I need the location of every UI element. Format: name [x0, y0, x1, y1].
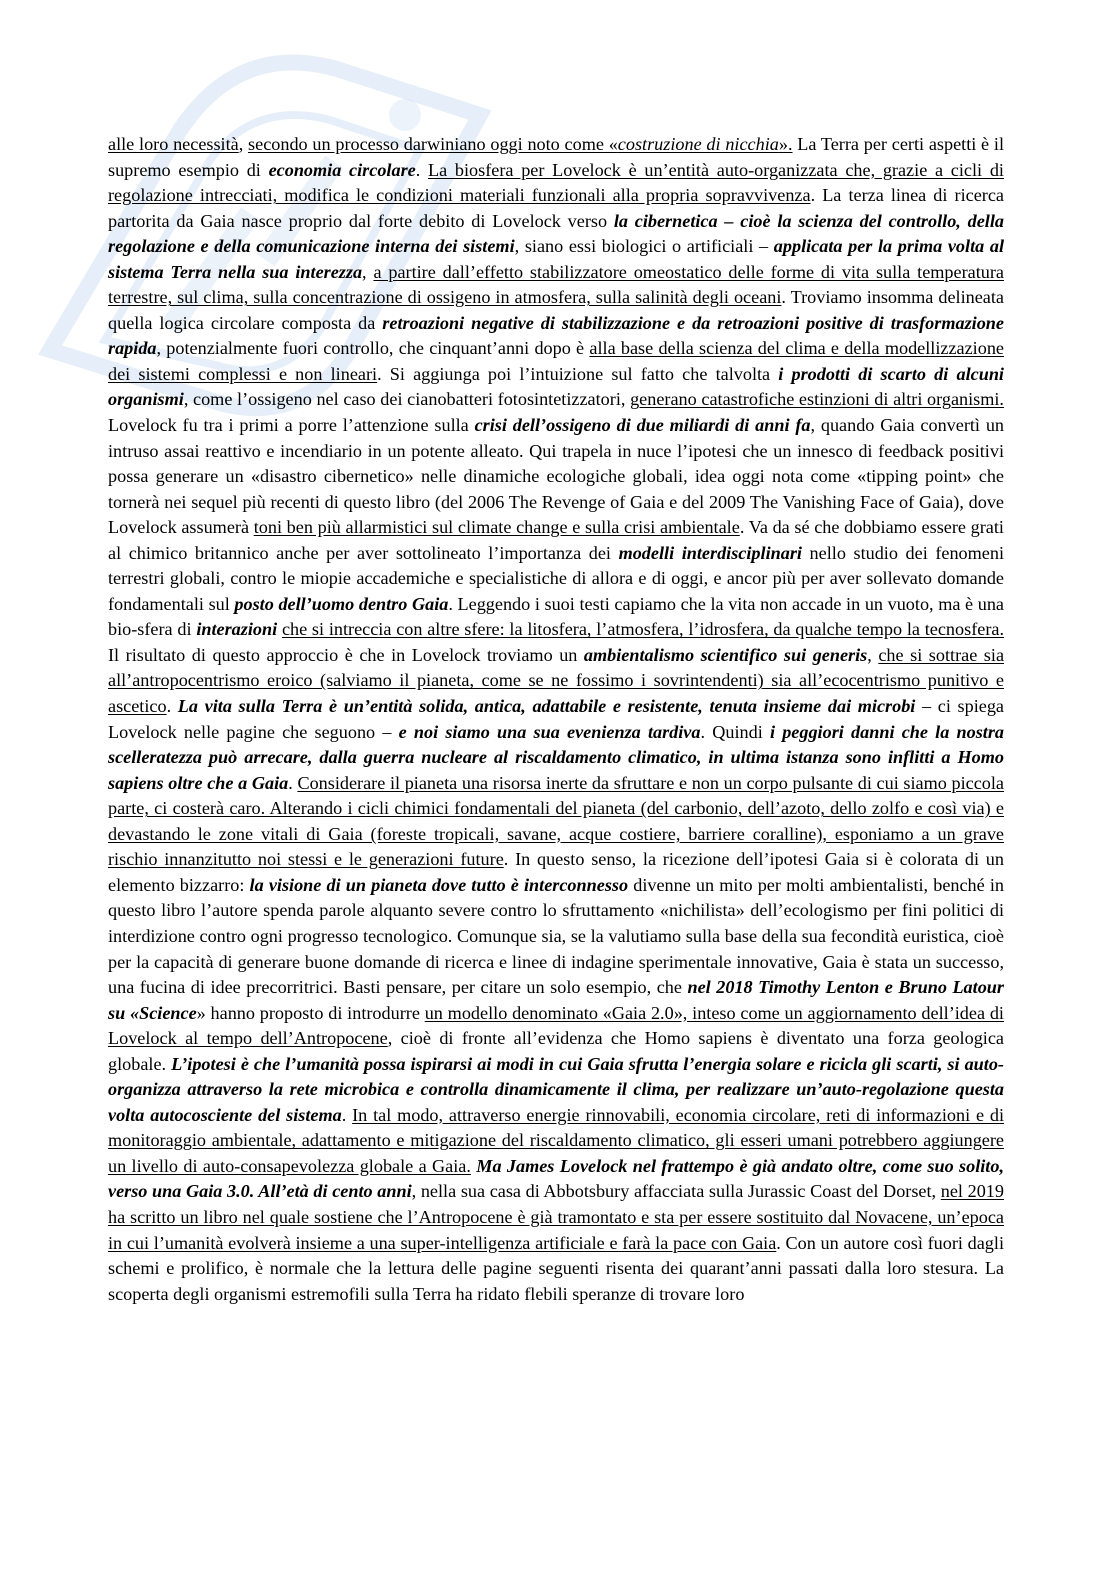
- text-segment: , cioè di fronte all’evidenza che Homo sapiens è diventato una forza geologica globale.: [108, 1028, 1004, 1074]
- text-segment: , potenzialmente fuori controllo, che cinquant’anni dopo è: [156, 338, 590, 359]
- text-segment: Considerare il pianeta una risorsa inerte da sfruttare e non un corpo pulsante di cui siamo piccola parte, ci costerà caro. Alterando i cicli chimici fondamentali del pianeta (del carbonio, dell’azoto, dello zolfo e così via) e devastando le zone vitali di Gaia (foreste tropicali, savane, acque costiere, barriere coralline), esponiamo a un grave rischio innanzitutto noi stessi e le generazioni future: [108, 772, 1004, 870]
- text-segment: Lovelock fu tra i primi a porre l’attenzione sulla: [108, 415, 475, 436]
- text-segment: Il risultato di questo approccio è che in Lovelock troviamo un: [108, 644, 584, 665]
- text-segment: La Terra per certi aspetti è il supremo esempio di: [108, 134, 1005, 180]
- text-segment: .: [341, 1104, 353, 1125]
- text-segment: L’ipotesi è che l’umanità possa ispirarsi ai modi in cui Gaia sfrutta l’energia solare e ricicla gli scarti, si auto-organizza attraverso la rete microbica e controlla dinamicamente il clima, per realizzare un’auto-regolazione questa volta autocosciente del sistema: [108, 1053, 1004, 1125]
- text-segment: .: [288, 772, 298, 793]
- text-segment: secondo un processo darwiniano oggi noto come «: [248, 134, 618, 154]
- text-segment: economia circolare: [268, 159, 416, 180]
- text-segment: ,: [238, 134, 249, 154]
- text-segment: nel 2019 ha scritto un libro nel quale sostiene che l’Antropocene è già tramontato e sta per essere sostituito dal Novacene, un’epoca in cui l’umanità evolverà insieme a una super-intelligenza artificiale e farà la pace con Gaia: [108, 1181, 1004, 1253]
- text-segment: generano catastrofiche estinzioni di altri organismi.: [630, 389, 1004, 410]
- text-segment: La biosfera per Lovelock è un’entità auto-organizzata che, grazie a cicli di regolazione intrecciati, modifica le condizioni materiali funzionali alla propria sopravvivenza: [108, 159, 1004, 206]
- text-segment: e noi siamo una sua evenienza tardiva: [398, 721, 701, 742]
- text-segment: ,: [867, 644, 879, 665]
- text-segment: , nella sua casa di Abbotsbury affacciata sulla Jurassic Coast del Dorset,: [411, 1181, 941, 1202]
- text-segment: modelli interdisciplinari: [618, 542, 802, 563]
- text-segment: posto dell’uomo dentro Gaia: [234, 593, 449, 614]
- text-segment: a partire dall’effetto stabilizzatore omeostatico delle forme di vita sulla temperatura terrestre, sul clima, sulla concentrazione di ossigeno in atmosfera, sulla salinità degli oceani: [108, 261, 1004, 308]
- document-body: [108, 132, 1004, 1307]
- text-segment: crisi dell’ossigeno di due miliardi di anni fa: [474, 415, 811, 436]
- text-segment: divenne un mito per molti ambientalisti, benché in questo libro l’autore spenda parole alquanto severe contro lo sfruttamento «nichilista» dell’ecologismo per fini politici di interdizione contro ogni progresso tecnologico. Comunque sia, se la valutiamo sulla base della sua fecondità euristica, cioè per la capacità di generare buone domande di ricerca e linee di indagine sperimentale innovative, Gaia è stata un successo, una fucina di idee precorritrici. Basti pensare, per citare un solo esempio, che: [108, 874, 1004, 998]
- text-segment: interazioni: [196, 619, 278, 640]
- text-segment: ».: [778, 134, 793, 154]
- text-segment: . Leggendo i suoi testi capiamo che la vita non accade in un vuoto, ma è una bio-sfera di: [108, 593, 1004, 640]
- text-segment: , quando Gaia convertì un intruso assai reattivo e incendiario in un potente alleato. Qui trapela in nuce l’ipotesi che un innesco di feedback positivi possa generare un «disastro cibernetico» nelle dinamiche ecologiche globali, idea oggi nota come «tipping point» che tornerà nei sequel più recenti di questo libro (del 2006 The Revenge of Gaia e del 2009 The Vanishing Face of Gaia), dove Lovelock assumerà: [108, 415, 1005, 538]
- text-segment: ambientalismo scientifico sui generis: [583, 644, 868, 665]
- text-segment: . Troviamo insomma delineata quella logica circolare composta da: [108, 287, 1004, 333]
- text-segment: La vita sulla Terra è un’entità solida, antica, adattabile e resistente, tenuta insieme dai microbi: [177, 696, 916, 717]
- text-segment: nello studio dei fenomeni terrestri globali, contro le miopie accademiche e specialistiche di allora e di oggi, e ancor più per aver sollevato domande fondamentali sul: [108, 542, 1005, 614]
- text-segment: costruzione di nicchia: [617, 134, 779, 154]
- text-segment: applicata per la prima volta al sistema Terra nella sua interezza: [108, 236, 1005, 282]
- text-segment: la cibernetica – cioè la scienza del controllo, della regolazione e della comunicazione interna dei sistemi: [108, 210, 1004, 257]
- text-segment: . Va da sé che dobbiamo essere grati al chimico britannico anche per aver sottolineato l’importanza dei: [108, 517, 1004, 563]
- text-segment: i peggiori danni che la nostra scelleratezza può arrecare, dalla guerra nucleare al riscaldamento climatico, in ultima istanza sono inflitti a Homo sapiens oltre che a Gaia: [108, 721, 1004, 793]
- text-segment: . Con un autore così fuori dagli schemi e prolifico, è normale che la lettura delle pagine seguenti risenta dei quarant’anni passati dalla loro stesura. La scoperta degli organismi estremofili sulla Terra ha ridato flebili speranze di trovare loro: [108, 1232, 1004, 1304]
- text-segment: .: [415, 159, 428, 180]
- text-segment: Ma James Lovelock nel frattempo è già andato oltre, come suo solito, verso una Gaia 3.0. All’età di cento anni: [108, 1155, 1004, 1202]
- text-segment: la visione di un pianeta dove tutto è interconnesso: [249, 874, 629, 895]
- text-segment: alle loro necessità: [108, 134, 239, 154]
- text-segment: , come l’ossigeno nel caso dei cianobatteri fotosintetizzatori,: [183, 389, 631, 410]
- text-segment: i prodotti di scarto di alcuni organismi: [108, 363, 1004, 410]
- text-segment: che si sottrae sia all’antropocentrismo eroico (salviamo il pianeta, come se ne fossimo i sovrintendenti) sia all’ecocentrismo punitivo e ascetico: [108, 644, 1005, 717]
- watermark-dot: [389, 99, 421, 131]
- text-segment: , siano essi biologici o artificiali –: [514, 236, 774, 257]
- text-segment: toni ben più allarmistici sul climate change e sulla crisi ambientale: [253, 517, 740, 538]
- text-segment: .: [166, 696, 178, 717]
- text-segment: In tal modo, attraverso energie rinnovabili, economia circolare, reti di informazioni e di monitoraggio ambientale, adattamento e mitigazione del riscaldamento climatico, gli esseri umani potrebbero aggiungere un livello di auto-consapevolezza globale a Gaia.: [108, 1104, 1005, 1176]
- text-segment: . La terza linea di ricerca partorita da Gaia nasce proprio dal forte debito di Lovelock verso: [108, 185, 1004, 231]
- text-segment: – ci spiega Lovelock nelle pagine che seguono –: [108, 696, 1005, 742]
- text-segment: . In questo senso, la ricezione dell’ipotesi Gaia si è colorata di un elemento bizzarro:: [108, 849, 1004, 895]
- text-segment: retroazioni negative di stabilizzazione e da retroazioni positive di trasformazione rapida: [108, 312, 1004, 359]
- text-segment: . Si aggiunga poi l’intuizione sul fatto che talvolta: [377, 363, 779, 384]
- text-segment: » hanno proposto di introdurre: [196, 1002, 425, 1023]
- text-segment: ,: [362, 261, 374, 282]
- text-segment: nel 2018 Timothy Lenton e Bruno Latour su «Science: [108, 977, 1004, 1023]
- text-segment: alla base della scienza del clima e della modellizzazione dei sistemi complessi e non lineari: [108, 338, 1004, 384]
- text-segment: un modello denominato «Gaia 2.0», inteso come un aggiornamento dell’idea di Lovelock al tempo dell’Antropocene: [108, 1002, 1004, 1049]
- text-segment: che si intreccia con altre sfere: la litosfera, l’atmosfera, l’idrosfera, da qualche tempo la tecnosfera.: [281, 619, 1004, 640]
- text-segment: . Quindi: [700, 721, 770, 742]
